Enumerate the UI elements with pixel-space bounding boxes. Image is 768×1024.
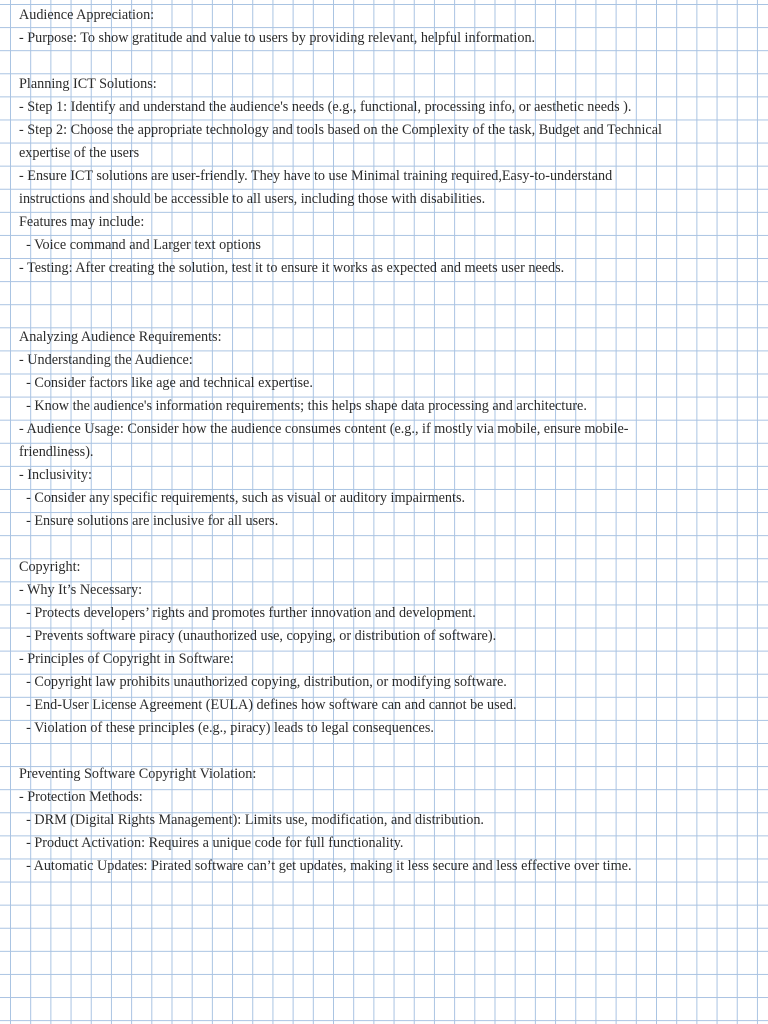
ensure-line-b: instructions and should be accessible to all users, including those with disabilities. bbox=[19, 191, 486, 207]
heading-audience-appreciation: Audience Appreciation: bbox=[19, 7, 155, 23]
activation-line: - Product Activation: Requires a unique code for full functionality. bbox=[19, 835, 404, 851]
factors-line: - Consider factors like age and technical expertise. bbox=[19, 375, 313, 391]
heading-planning-ict: Planning ICT Solutions: bbox=[19, 76, 157, 92]
drm-line: - DRM (Digital Rights Management): Limits use, modification, and distribution. bbox=[19, 812, 484, 828]
violation-line: - Violation of these principles (e.g., piracy) leads to legal consequences. bbox=[19, 720, 434, 736]
step1-line: - Step 1: Identify and understand the audience's needs (e.g., functional, processing info, or aesthetic needs ). bbox=[19, 99, 632, 115]
notes-page bbox=[19, 4, 754, 878]
spacer bbox=[19, 50, 754, 73]
eula-line: - End-User License Agreement (EULA) defines how software can and cannot be used. bbox=[19, 697, 517, 713]
law-line: - Copyright law prohibits unauthorized copying, distribution, or modifying software. bbox=[19, 674, 507, 690]
voice-line: - Voice command and Larger text options bbox=[19, 237, 261, 253]
spacer bbox=[19, 740, 754, 763]
usage-line-a: - Audience Usage: Consider how the audience consumes content (e.g., if mostly via mobile, ensure mobile- bbox=[19, 421, 629, 437]
inclusive-line: - Ensure solutions are inclusive for all users. bbox=[19, 513, 279, 529]
know-line: - Know the audience's information requirements; this helps shape data processing and architecture. bbox=[19, 398, 587, 414]
specific-line: - Consider any specific requirements, such as visual or auditory impairments. bbox=[19, 490, 466, 506]
protects-line: - Protects developers’ rights and promotes further innovation and development. bbox=[19, 605, 476, 621]
prevents-line: - Prevents software piracy (unauthorized use, copying, or distribution of software). bbox=[19, 628, 497, 644]
inclusivity-line: - Inclusivity: bbox=[19, 467, 92, 483]
understanding-line: - Understanding the Audience: bbox=[19, 352, 193, 368]
spacer bbox=[19, 533, 754, 556]
usage-line-b: friendliness). bbox=[19, 444, 94, 460]
spacer bbox=[19, 280, 754, 303]
heading-preventing: Preventing Software Copyright Violation: bbox=[19, 766, 257, 782]
purpose-line: - Purpose: To show gratitude and value to users by providing relevant, helpful information. bbox=[19, 30, 536, 46]
features-line: Features may include: bbox=[19, 214, 145, 230]
testing-line: - Testing: After creating the solution, test it to ensure it works as expected and meets user needs. bbox=[19, 260, 565, 276]
heading-copyright: Copyright: bbox=[19, 559, 81, 575]
ensure-line-a: - Ensure ICT solutions are user-friendly. They have to use Minimal training required,Easy-to-understand bbox=[19, 168, 613, 184]
methods-line: - Protection Methods: bbox=[19, 789, 143, 805]
spacer bbox=[19, 303, 754, 326]
step2-line-b: expertise of the users bbox=[19, 145, 140, 161]
updates-line: - Automatic Updates: Pirated software can’t get updates, making it less secure and less effective over time. bbox=[19, 858, 632, 874]
step2-line-a: - Step 2: Choose the appropriate technology and tools based on the Complexity of the task, Budget and Technical bbox=[19, 122, 662, 138]
heading-analyzing: Analyzing Audience Requirements: bbox=[19, 329, 222, 345]
why-line: - Why It’s Necessary: bbox=[19, 582, 143, 598]
principles-line: - Principles of Copyright in Software: bbox=[19, 651, 234, 667]
